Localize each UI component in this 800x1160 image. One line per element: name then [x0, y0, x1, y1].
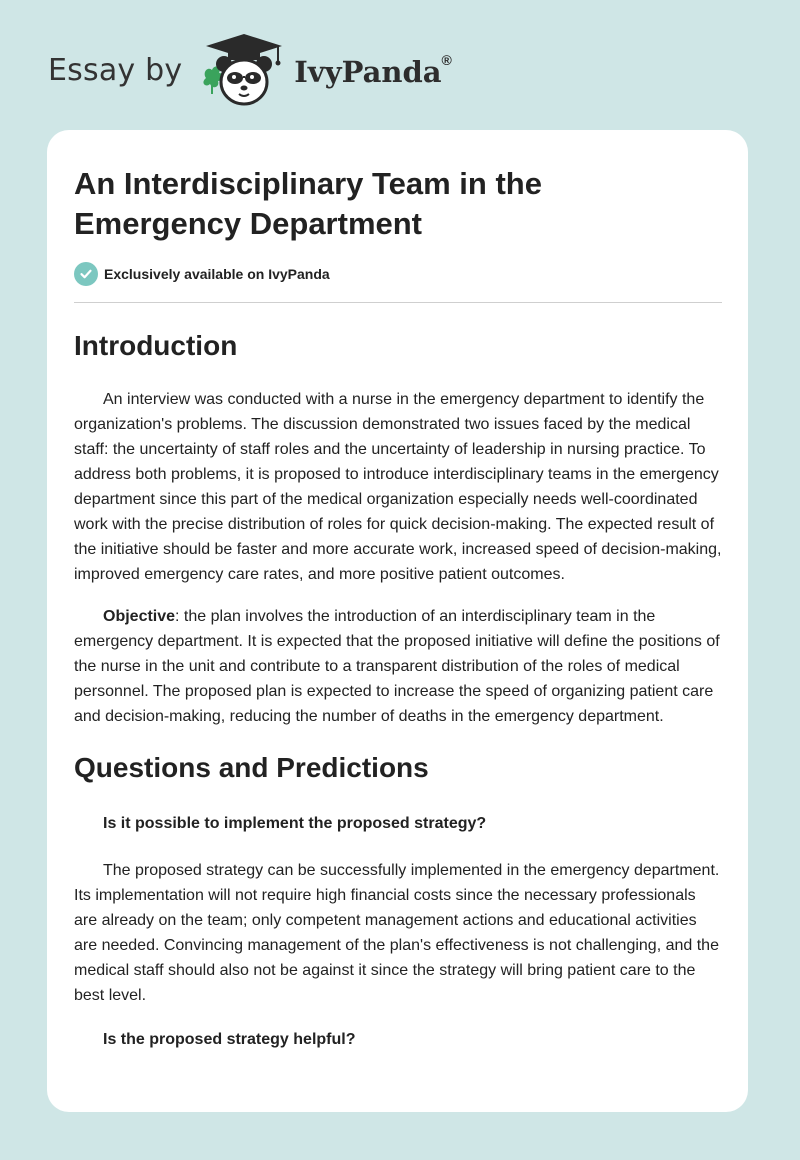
objective-label: Objective: [103, 608, 176, 625]
objective-text: : the plan involves the introduction of an interdisciplinary team in the emergency department. It is expected that the proposed initiative will define the positions of the nurse in the unit and contribute to a transparent distribution of the roles of medical personnel. The proposed plan is expected to increase the speed of organizing patient care and decision-making, reducing the number of deaths in the emergency department.: [74, 608, 720, 725]
brand-name[interactable]: [294, 52, 452, 89]
site-header: [48, 28, 452, 112]
registered-mark: ®: [441, 52, 452, 69]
brand-text: IvyPanda: [294, 55, 442, 89]
answer-1-paragraph: The proposed strategy can be successfully implemented in the emergency department. Its implementation will not require high financial costs since the necessary professionals are already on the team; only competent management actions and educational activities are needed. Convincing management of the plan's effectiveness is not challenging, and the medical staff should also not be against it since the strategy will bring patient care to the best level.: [74, 862, 720, 1004]
exclusive-badge: [74, 262, 722, 286]
section-heading-introduction: Introduction: [74, 330, 238, 361]
question-2: Is the proposed strategy helpful?: [103, 1031, 356, 1048]
essay-title: An Interdisciplinary Team in the Emergency Department: [74, 166, 542, 241]
panda-graduate-logo-icon[interactable]: [198, 28, 290, 112]
title-divider: [74, 302, 722, 303]
check-badge-icon: [74, 262, 98, 286]
essay-card: [47, 130, 748, 1112]
question-1: Is it possible to implement the proposed strategy?: [103, 815, 487, 832]
section-heading-questions: Questions and Predictions: [74, 752, 429, 783]
objective-paragraph: [74, 604, 722, 729]
intro-paragraph: An interview was conducted with a nurse in the emergency department to identify the organization's problems. The discussion demonstrated two issues faced by the medical staff: the uncertainty of staff roles and the uncertainty of leadership in nursing practice. To address both problems, it is proposed to introduce interdisciplinary teams in the emergency department since this part of the medical organization especially needs well-coordinated work with the precise distribution of roles for quick decision-making. The expected result of the initiative should be faster and more accurate work, increased speed of decision-making, improved emergency care rates, and more positive patient outcomes.: [74, 391, 722, 583]
exclusive-label: Exclusively available on IvyPanda: [104, 266, 330, 282]
essay-by-label: Essay by: [48, 52, 183, 88]
